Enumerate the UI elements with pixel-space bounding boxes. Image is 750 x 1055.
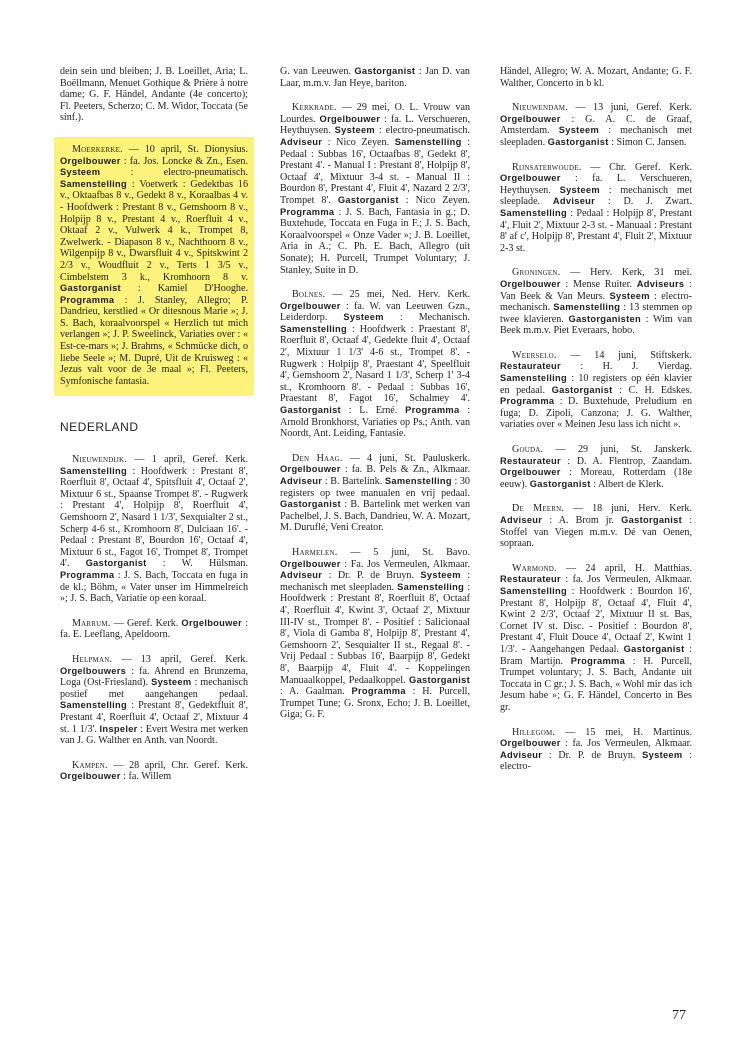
field-label: Orgelbouwer (500, 467, 561, 478)
field-label: Samenstelling (553, 302, 621, 313)
entry-location: Groningen. (512, 267, 561, 279)
entry: Händel, Allegro; W. A. Mozart, Andante; G. F. Walther, Concerto in b kl. (500, 66, 692, 89)
field-label: Orgelbouwer (500, 113, 561, 124)
entry-location: Den Haag. (292, 452, 343, 464)
entry: Kampen. — 28 april, Chr. Geref. Kerk. Orgelbouwer : fa. Willem (60, 759, 248, 783)
entry: Rijnsaterwoude. — Chr. Geref. Kerk. Orgelbouwer : fa. L. Verschueren, Heythuysen. Systeem : mechanisch met sleeplade. Adviseur : D. J. Zwart. Samenstelling : Pedaal : Holpijp 8', Prestant 4', Fluit 2', Mixtuur 2-3 st. - Manuaal : Prestant 8' af c', Holpijp 8', Prestant 4', Fluit 2', Mixtuur 2-3 st. (500, 161, 693, 254)
entry: Kerkrade. — 29 mei, O. L. Vrouw van Lourdes. Orgelbouwer : fa. L. Verschueren, Heythuysen. Systeem : electro-pneumatisch. Adviseur : Nico Zeyen. Samenstelling : Pedaal : Subbas 16', Octaafbas 8', Gedekt 8', Prestant 4'. - Manual I : Prestant 8', Holpijp 8', Octaaf 4', Mixtuur 3-4 st. - Manual II : Bourdon 8', Prestant 4', Fluit 4', Nazard 2 2/3', Trompet 8'. Gastorganist : Nico Zeyen. Programma : J. S. Bach, Fantasia in g.; D. Buxtehude, Toccata en Fuga in F.; J. S. Bach, Koraalvoorspel « Onze Vader »; J. B. Loeillet, Aria in A.; C. Ph. E. Bach, Allegro (uit Sonate); H. Purcell, Trumpet Voluntary; J. Stanley, Suite in D. (280, 102, 471, 276)
entry: Nieuwendijk. — 1 april, Geref. Kerk. Samenstelling : Hoofdwerk : Prestant 8', Roerfluit 8', Octaaf 4', Spitsfluit 4', Octaaf 2', Mixtuur 6 st., Spaanse Trompet 8'. - Rugwerk : Prestant 4', Holpijp 8', Roerfluit 4', Gemshoorn 2', Nasard 1 1/3', Sexquialter 2 st., Scherp 4-6 st., Kromhoorn 8', Dulciaan 16'. - Pedaal : Prestant 8', Bourdon 16', Octaaf 4', Mixtuur 6 st., Fagot 16', Trompet 8', Trompet 4'. Gastorganist : W. Hülsman. Programma : J. S. Bach, Toccata en fuga in de kl.; Böhm, « Vater unser im Himmelreich »; J. S. Bach, Variatie op een koraal. (60, 454, 248, 605)
entry-location: De Meern. (512, 503, 565, 515)
page-number: 77 (672, 1008, 686, 1023)
field-label: Samenstelling (500, 585, 567, 596)
field-label: Adviseurs (636, 278, 685, 289)
highlighted-entry: Moerkerke. — 10 april, St. Dionysius. Orgelbouwer : fa. Jos. Loncke & Zn., Esen. Systeem : electro-pneumatisch. Samenstelling : Voetwerk : Gedektbas 16 v., Oktaafbas 8 v., Gedekt 8 v., Koraalbas 4 v. - Hoofdwerk : Prestant 8 v., Gemshoorn 8 v., Holpijp 8 v., Prestant 4 v., Roerfluit 4 v., Oktaaf 2 v., Vulwerk 4 k., Trompet 8, Zwelwerk. - Diapason 8 v., Nachthoorn 8 v., Wilgenpijp 8 v., Dwarsfluit 4 v., Spitskwint 2 2/3 v., Woudfluit 2 v., Terts 1 3/5 v., Cimbelstem 3 k., Kromhoorn 8 v. Gastorganist : Kamiel D'Hooghe. Programma : J. Stanley, Allegro; P. Dandrieu, kerstlied « Or ditesnous Marie »; J. S. Bach, koraalvoorspel « Herzlich tut mich verlangen »; J. P. Sweelinck, Variaties over : « Est-ce-mars »; J. Brahms, « Schmücke dich, o liebe Seele »; M. Dupré, Uit de Kruisweg : « Jezus valt voor de 3e maal »; Fl. Peeters, Symfonische fantasia. (54, 137, 254, 396)
entry-location: Helpman. (72, 653, 113, 665)
field-label: Gastorganist (551, 384, 613, 395)
field-label: Programma (570, 655, 626, 666)
field-label: Inspeler (99, 723, 138, 734)
field-label: Programma (280, 206, 335, 217)
entry-location: Rijnsaterwoude. (512, 161, 582, 173)
field-label: Gastorganist (529, 478, 591, 489)
field-label: Gastorganist (621, 515, 683, 525)
column-1 (60, 66, 248, 796)
field-label: Systeem (609, 290, 650, 301)
entry: De Meern. — 18 juni, Herv. Kerk. Adviseur : A. Brom jr. Gastorganist : Stoffel van Viegen m.m.v. Dé van Oenen, sopraan. (500, 503, 692, 550)
entry: Nieuwendam. — 13 juni, Geref. Kerk. Orgelbouwer : G. A. C. de Graaf, Amsterdam. Systeem : mechanisch met sleepladen. Gastorganist : Simon C. Jansen. (500, 102, 693, 148)
field-label: Programma (60, 569, 115, 580)
entry: Weerselo. — 14 juni, Stiftskerk. Restaurateur : H. J. Vierdag. Samenstelling : 10 registers op één klavier en pedaal. Gastorganist : C. H. Edskes. Programma : D. Buxtehude, Preludium en fuga; D. Zipoli, Canzona; J. G. Walther, variaties over « Meinen Jesu lass ich nicht ». (500, 349, 692, 431)
field-label: Gastorganist (280, 405, 341, 416)
field-label: Orgelbouwer (280, 558, 341, 569)
field-label: Restaurateur (500, 361, 561, 372)
entry-location: Nieuwendijk. (72, 454, 127, 466)
field-label: Systeem (60, 167, 101, 178)
entry: Bolnes. — 25 mei, Ned. Herv. Kerk. Orgelbouwer : fa. W. van Leeuwen Gzn., Leiderdorp. Systeem : Mechanisch. Samenstelling : Hoofdwerk : Praestant 8', Roerfluit 8', Octaaf 4', Gedekte fluit 4', Octaaf 2', Mixtuur 1 1/3' 4-6 st., Trompet 8'. - Rugwerk : Holpijp 8', Praestant 4', Speelfluit 4', Gemshoorn 2', Nasard 1 1/3', Scherp 1' 3-4 st., Kromhoorn 8'. - Pedaal : Subbas 16', Praestant 8', Fagot 16', Schalmey 4'. Gastorganist : L. Erné. Programma : Arnold Bronkhorst, Variaties op Ps.; Anth. van Noordt, Ant. Leiding, Fantasie. (280, 289, 470, 440)
field-label: Gastorganist (409, 674, 470, 685)
field-label: Orgelbouwer (181, 617, 243, 628)
entry-location: Nieuwendam. (512, 102, 568, 114)
field-label: Systeem (343, 312, 384, 323)
entry-location: Harmelen. (292, 546, 338, 558)
field-label: Programma (351, 686, 406, 697)
field-label: Samenstelling (60, 178, 127, 189)
field-label: Samenstelling (60, 465, 127, 476)
entry: Harmelen. — 5 juni, St. Bavo. Orgelbouwer : Fa. Jos Vermeulen, Alkmaar. Adviseur : Dr. P. de Bruyn. Systeem : mechanisch met sleepladen. Samenstelling : Hoofdwerk : Prestant 8', Roerfluit 8', Octaaf 4', Roerfluit 4', Kwint 3', Octaaf 2', Mixtuur III-IV st., Trompet 8'. - Positief : Salicionaal 8', Viola di Gamba 8', Holpijp 8', Prestant 4', Gemshoorn 2', Sesquialter II st., Regaal 8'. - Vrij Pedaal : Subbas 16', Baarpijp 8', Gedekt 8', Baarpijp 4', Fluit 4'. - Koppelingen Manuaalkoppel, Pedaalkoppel. Gastorganist : A. Gaalman. Programma : H. Purcell, Trumpet Tune; G. Sronx, Echo; J. B. Loeillet, Giga; G. F. (280, 546, 471, 721)
entry: Warmond. — 24 april, H. Matthias. Restaurateur : fa. Jos Vermeulen, Alkmaar. Samenstelling : Hoofdwerk : Bourdon 16', Prestant 8', Holpijp 8', Octaaf 4', Fluit 4', Kwint 2 2/3', Octaaf 2', Mixtuur II st. Bas, Cornet IV st. Disc. - Positief : Bourdon 8', Prestant 4', Fluit Douce 4', Octaaf 2', Kwint 1 1/3'. - Aangehangen Pedaal. Gastorganist : Bram Martijn. Programma : H. Purcell, Trumpet voluntary; J. S. Bach, Andante uit Toccata in C gr.; J. S. Bach, « Wohl mir das ich Jesum habe »; G. F. Händel, Concerto in Bes gr. (500, 562, 693, 713)
field-label: Orgelbouwer (60, 155, 121, 166)
field-label: Samenstelling (500, 207, 567, 218)
entry: Groningen. — Herv. Kerk, 31 mei. Orgelbouwer : Mense Ruiter. Adviseurs : Van Beek & Van Meurs. Systeem : electro-mechanisch. Samenstelling : 13 stemmen op twee klavieren. Gastorganisten : Wim van Beek m.m.v. Piet Everaars, hobo. (500, 267, 693, 337)
field-label: Samenstelling (280, 323, 347, 334)
entry: Helpman. — 13 april, Geref. Kerk. Orgelbouwers : fa. Ahrend en Brunzema, Loga (Ost-Friesland). Systeem : mechanisch postief met aangehangen pedaal. Samenstelling : Prestant 8', Gedektfluit 8', Prestant 4', Roerfluit 4', Octaaf 2', Mixtuur 4 st. 1 1/3'. Inspeler : Evert Westra met werken van J. G. Walther en Anth. van Noordt. (60, 653, 248, 747)
field-label: Gastorganisten (568, 313, 641, 324)
field-label: Adviseur (280, 476, 323, 486)
entry-location: Bolnes. (292, 289, 326, 301)
field-label: Systeem (334, 125, 376, 136)
field-label: Restaurateur (500, 574, 561, 585)
field-label: Orgelbouwer (500, 738, 561, 749)
entry-location: Hillegom. (512, 726, 556, 738)
field-label: Gastorganist (60, 283, 121, 294)
field-label: Programma (405, 405, 460, 416)
field-label: Adviseur (500, 749, 543, 760)
field-label: Samenstelling (500, 373, 567, 384)
field-label: Programma (60, 294, 115, 305)
column-2 (280, 66, 470, 734)
field-label: Orgelbouwers (60, 665, 127, 676)
field-label: Orgelbouwer (500, 278, 561, 289)
entry-location: Kerkrade. (292, 102, 337, 114)
entry-location: Warmond. (512, 562, 557, 574)
field-label: Orgelbouwer (500, 173, 561, 184)
entry-location: Marrum. (72, 617, 111, 629)
field-label: Gastorganist (623, 643, 685, 654)
section-heading: NEDERLAND (60, 420, 139, 435)
field-label: Systeem (420, 570, 461, 581)
field-label: Gastorganist (354, 66, 416, 76)
field-label: Restaurateur (500, 455, 561, 466)
field-label: Orgelbouwer (60, 771, 121, 782)
entry-location: Weerselo. (512, 349, 557, 361)
field-label: Adviseur (500, 515, 543, 525)
field-label: Orgelbouwer (319, 113, 381, 124)
field-label: Programma (500, 396, 555, 407)
field-label: Orgelbouwer (280, 464, 341, 475)
entry: G. van Leeuwen. Gastorganist : Jan D. van Laar, m.m.v. Jan Heye, bariton. (280, 66, 470, 89)
field-label: Adviseur (280, 136, 323, 147)
field-label: Adviseur (552, 196, 596, 207)
field-label: Samenstelling (394, 136, 462, 147)
entry: Gouda. — 29 juni, St. Janskerk. Restaurateur : D. A. Flentrop, Zaandam. Orgelbouwer : Moreau, Rotterdam (18e eeuw). Gastorganist : Albert de Klerk. (500, 444, 692, 490)
field-label: Adviseur (280, 570, 323, 581)
column-3 (500, 66, 692, 786)
field-label: Gastorganist (280, 499, 341, 510)
entry: Marrum. — Geref. Kerk. Orgelbouwer : fa. E. Leeflang, Apeldoorn. (60, 617, 249, 641)
field-label: Gastorganist (85, 558, 147, 569)
field-label: Systeem (559, 184, 600, 195)
entry: dein sein und bleiben; J. B. Loeillet, Aria; L. Boëllmann, Menuet Gothique & Prière à notre dame; G. F. Händel, Andante (4e concerto); Fl. Peeters, Scherzo; C. M. Widor, Toccata (5e sinf.). (60, 66, 248, 124)
entry: Hillegom. — 15 mei, H. Martinus. Orgelbouwer : fa. Jos Vermeulen, Alkmaar. Adviseur : Dr. P. de Bruyn. Systeem : electro- (500, 726, 692, 773)
field-label: Systeem (558, 125, 600, 136)
entry-location: Gouda. (512, 444, 544, 456)
entry-location: Kampen. (72, 759, 108, 771)
field-label: Systeem (642, 749, 683, 760)
field-label: Samenstelling (397, 581, 465, 592)
field-label: Samenstelling (384, 476, 452, 486)
field-label: Systeem (151, 677, 192, 688)
field-label: Samenstelling (60, 700, 127, 711)
field-label: Gastorganist (547, 136, 609, 147)
entry: Den Haag. — 4 juni, St. Pauluskerk. Orgelbouwer : fa. B. Pels & Zn., Alkmaar. Adviseur : B. Bartelink. Samenstelling : 30 registers op twee manualen en vrij pedaal. Gastorganist : B. Bartelink met werken van Pachelbel, J. S. Bach, Dandrieu, W. A. Mozart, M. Duruflé, Veni Creator. (280, 452, 470, 534)
entry-location: Moerkerke. (72, 143, 123, 155)
field-label: Gastorganist (337, 194, 399, 205)
field-label: Orgelbouwer (280, 300, 341, 311)
